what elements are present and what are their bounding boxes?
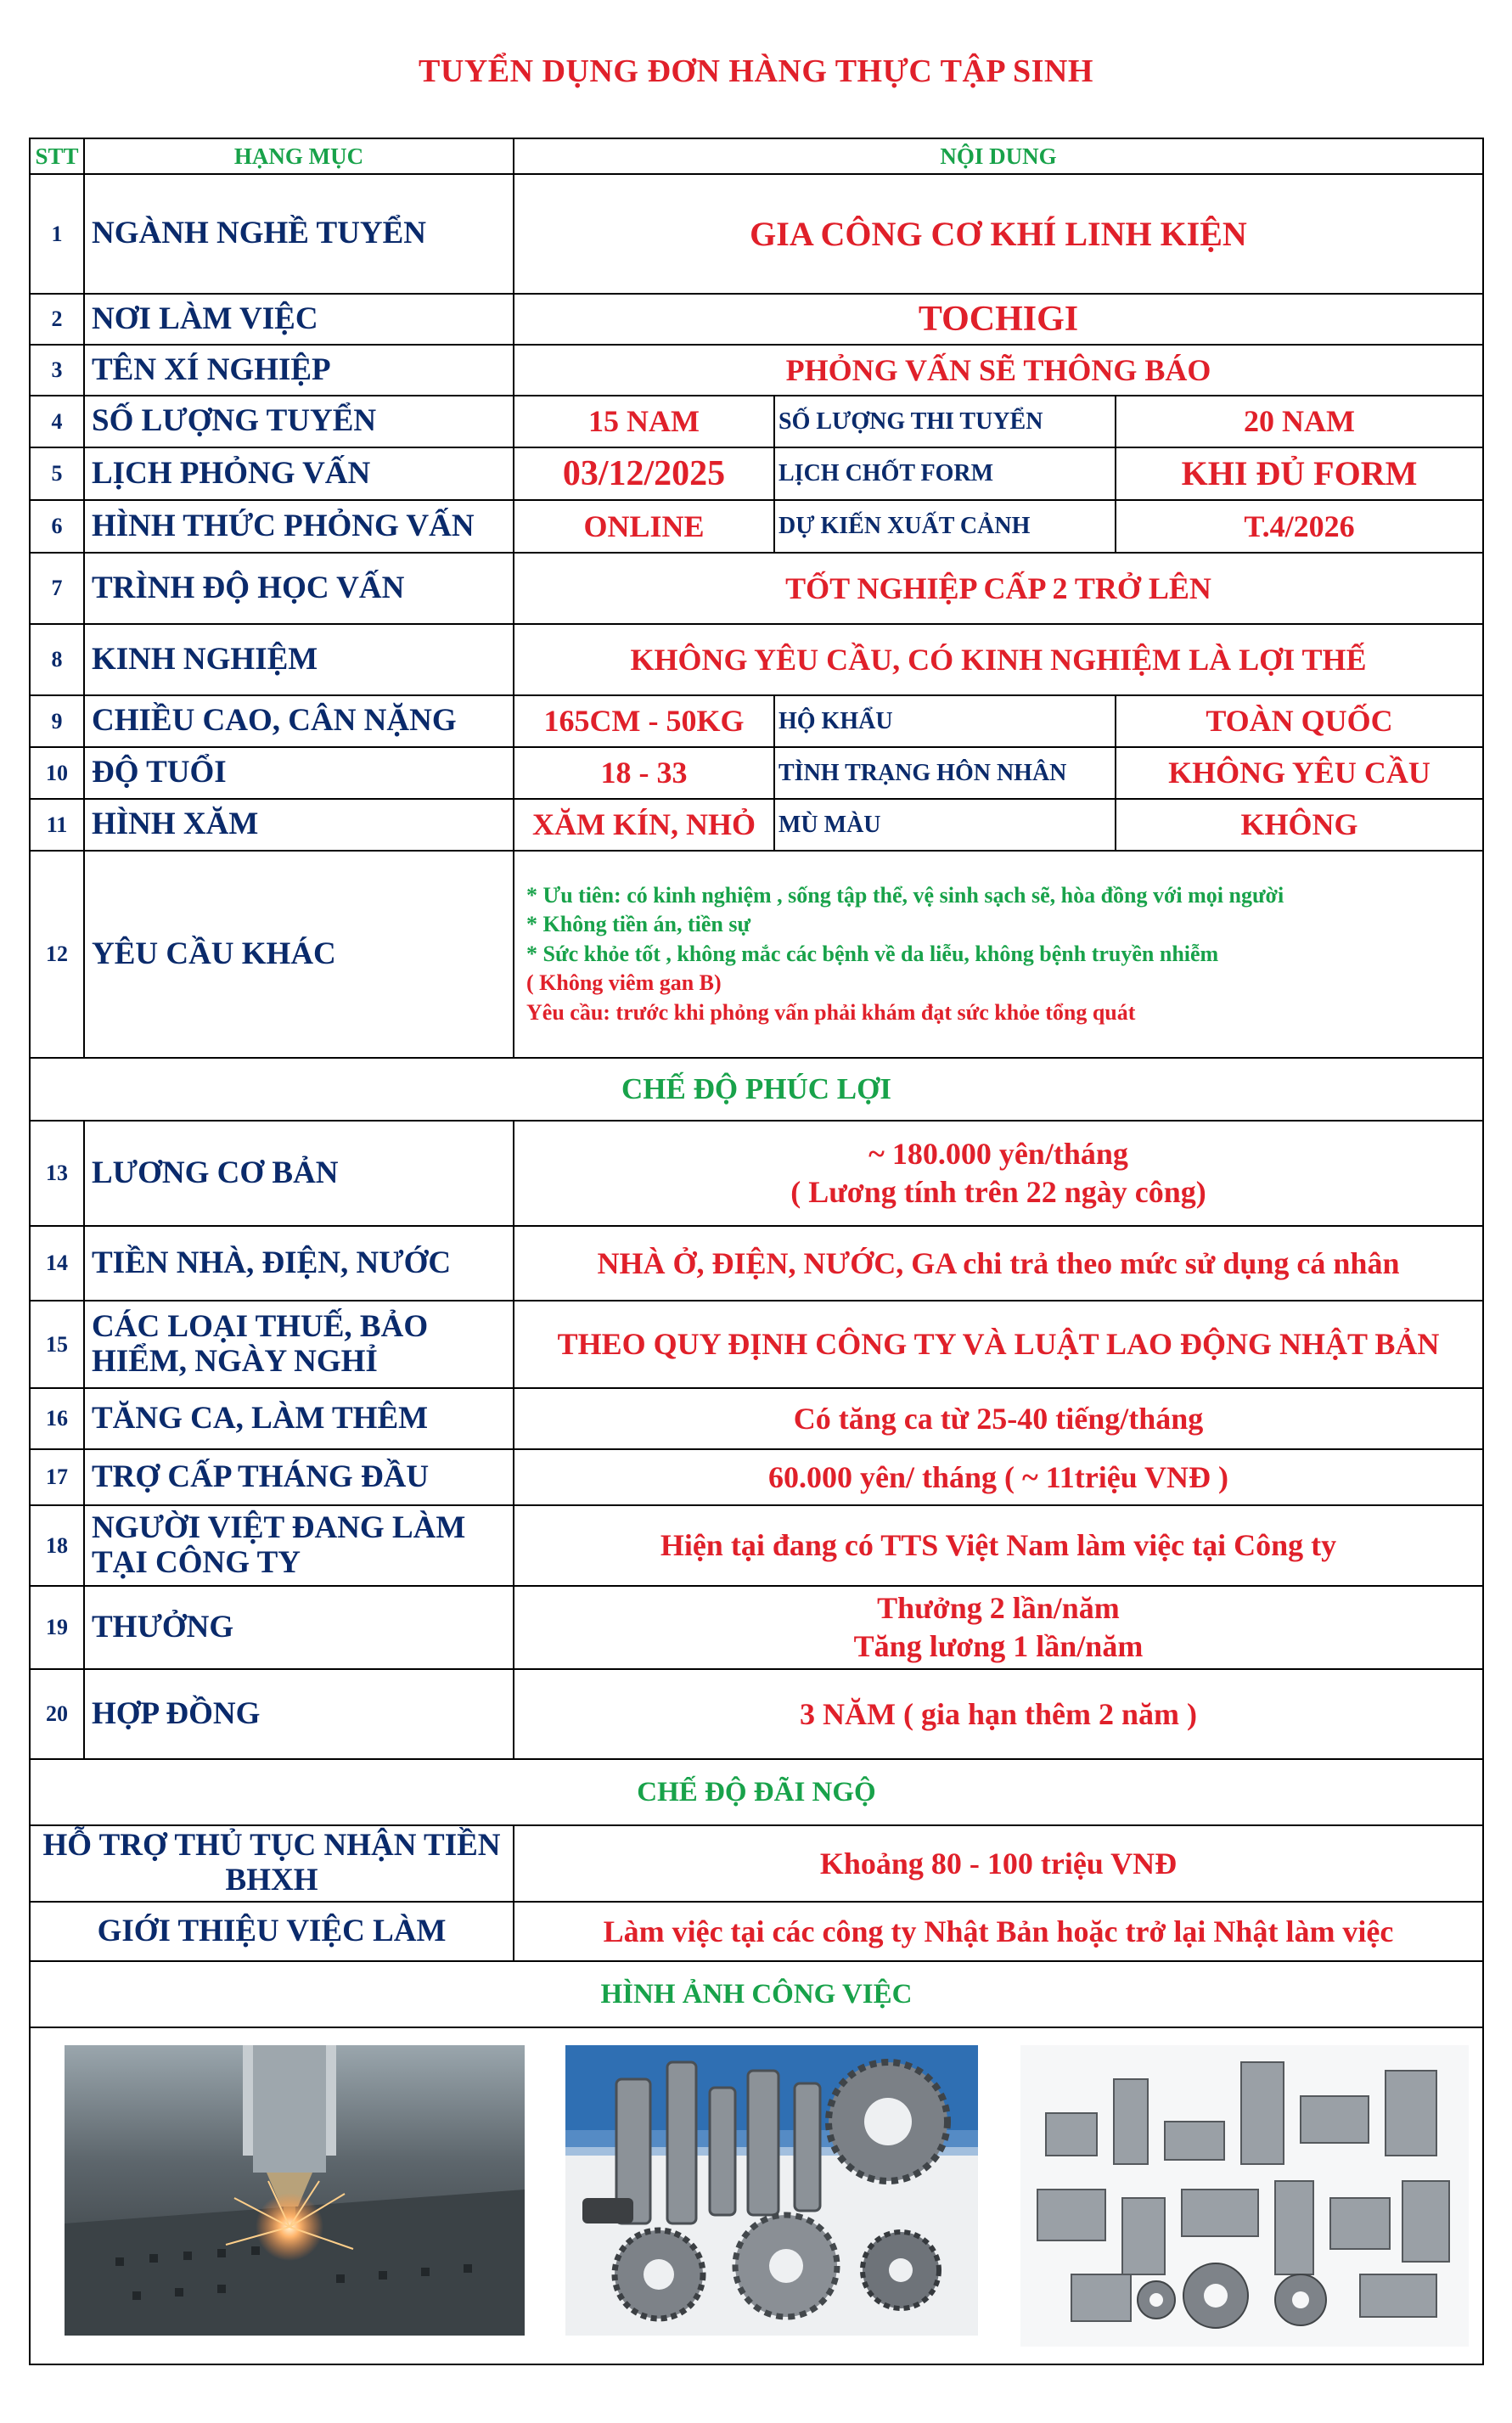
row-number: 13	[30, 1121, 84, 1226]
row-label	[30, 1825, 514, 1902]
row-label: HỢP ĐỒNG	[84, 1669, 514, 1759]
row-number: 20	[30, 1669, 84, 1759]
bonus-line: Thưởng 2 lần/năm	[877, 1591, 1120, 1625]
row-value: Làm việc tại các công ty Nhật Bản hoặc trở lại Nhật làm việc	[514, 1902, 1483, 1961]
photos-cell	[30, 2027, 1483, 2364]
row-value: TỐT NGHIỆP CẤP 2 TRỞ LÊN	[514, 553, 1483, 624]
requirement-line: * Sức khỏe tốt , không mắc các bệnh về da liễu, không bệnh truyền nhiễm	[526, 941, 1219, 966]
gears-parts-photo	[565, 2045, 978, 2336]
section-heading: CHẾ ĐỘ ĐÃI NGỘ	[30, 1759, 1483, 1825]
row-label: HÌNH XĂM	[84, 799, 514, 851]
row-4	[30, 396, 1483, 447]
section-welfare	[30, 1058, 1483, 1121]
row-value: GIA CÔNG CƠ KHÍ LINH KIỆN	[514, 174, 1483, 294]
row-label	[84, 1505, 514, 1586]
row-value: Hiện tại đang có TTS Việt Nam làm việc tại Công ty	[514, 1505, 1483, 1586]
row-13	[30, 1121, 1483, 1226]
row-label-line: TẠI CÔNG TY	[92, 1544, 301, 1580]
section-heading: CHẾ ĐỘ PHÚC LỢI	[30, 1058, 1483, 1121]
row-label-line: CÁC LOẠI THUẾ, BẢO	[92, 1308, 429, 1344]
row-sub-value: KHÔNG YÊU CẦU	[1116, 747, 1483, 799]
row-label-line: HỖ TRỢ THỦ TỤC NHẬN TIỀN	[42, 1828, 501, 1864]
row-label: LỊCH PHỎNG VẤN	[84, 447, 514, 500]
row-17	[30, 1449, 1483, 1505]
row-number: 12	[30, 851, 84, 1058]
row-number: 19	[30, 1586, 84, 1669]
row-8	[30, 624, 1483, 695]
row-label: CHIỀU CAO, CÂN NẶNG	[84, 695, 514, 747]
row-10	[30, 747, 1483, 799]
row-label: LƯƠNG CƠ BẢN	[84, 1121, 514, 1226]
header-category: HẠNG MỤC	[84, 138, 514, 174]
row-number: 5	[30, 447, 84, 500]
row-12	[30, 851, 1483, 1058]
row-value: KHÔNG YÊU CẦU, CÓ KINH NGHIỆM LÀ LỢI THẾ	[514, 624, 1483, 695]
salary-note: ( Lương tính trên 22 ngày công)	[790, 1175, 1206, 1209]
row-label: SỐ LƯỢNG TUYỂN	[84, 396, 514, 447]
row-number: 1	[30, 174, 84, 294]
row-sub-value: 20 NAM	[1116, 396, 1483, 447]
row-value: 18 - 33	[514, 747, 774, 799]
row-number: 8	[30, 624, 84, 695]
other-requirements	[514, 851, 1483, 1058]
row-number: 14	[30, 1226, 84, 1301]
row-sub-value: KHI ĐỦ FORM	[1116, 447, 1483, 500]
row-number: 9	[30, 695, 84, 747]
row-14	[30, 1226, 1483, 1301]
row-value	[514, 1121, 1483, 1226]
row-number: 18	[30, 1505, 84, 1586]
row-label: YÊU CẦU KHÁC	[84, 851, 514, 1058]
row-label: ĐỘ TUỔI	[84, 747, 514, 799]
header-stt: STT	[30, 138, 84, 174]
row-label-line: BHXH	[225, 1863, 318, 1897]
row-11	[30, 799, 1483, 851]
row-16	[30, 1388, 1483, 1449]
row-label: NGÀNH NGHỀ TUYỂN	[84, 174, 514, 294]
row-label: KINH NGHIỆM	[84, 624, 514, 695]
salary-line: ~ 180.000 yên/tháng	[868, 1137, 1128, 1171]
row-number: 16	[30, 1388, 84, 1449]
section-heading: HÌNH ẢNH CÔNG VIỆC	[30, 1961, 1483, 2027]
photos-row	[30, 2027, 1483, 2364]
raise-line: Tăng lương 1 lần/năm	[853, 1629, 1144, 1663]
row-label: THƯỞNG	[84, 1586, 514, 1669]
row-value: NHÀ Ở, ĐIỆN, NƯỚC, GA chi trả theo mức sử dụng cá nhân	[514, 1226, 1483, 1301]
row-7	[30, 553, 1483, 624]
row-value: THEO QUY ĐỊNH CÔNG TY VÀ LUẬT LAO ĐỘNG NHẬT BẢN	[514, 1301, 1483, 1388]
section-benefits	[30, 1759, 1483, 1825]
requirement-line: * Không tiền án, tiền sự	[526, 912, 751, 937]
row-6	[30, 500, 1483, 553]
row-sub-value: KHÔNG	[1116, 799, 1483, 851]
row-number: 17	[30, 1449, 84, 1505]
laser-cutting-photo	[65, 2045, 525, 2336]
row-label: TĂNG CA, LÀM THÊM	[84, 1388, 514, 1449]
page-title: TUYỂN DỤNG ĐƠN HÀNG THỰC TẬP SINH	[419, 53, 1093, 89]
row-label: GIỚI THIỆU VIỆC LÀM	[30, 1902, 514, 1961]
row-20	[30, 1669, 1483, 1759]
row-1	[30, 174, 1483, 294]
row-sub-label: LỊCH CHỐT FORM	[774, 447, 1116, 500]
row-value: Có tăng ca từ 25-40 tiếng/tháng	[514, 1388, 1483, 1449]
row-number: 3	[30, 345, 84, 396]
row-value: XĂM KÍN, NHỎ	[514, 799, 774, 851]
row-value: ONLINE	[514, 500, 774, 553]
row-5	[30, 447, 1483, 500]
row-number: 2	[30, 294, 84, 345]
row-3	[30, 345, 1483, 396]
row-number: 10	[30, 747, 84, 799]
requirement-line: * Ưu tiên: có kinh nghiệm , sống tập thể, vệ sinh sạch sẽ, hòa đồng với mọi người	[526, 882, 1284, 908]
row-value	[514, 1586, 1483, 1669]
row-value: 60.000 yên/ tháng ( ~ 11triệu VNĐ )	[514, 1449, 1483, 1505]
row-sub-label: SỐ LƯỢNG THI TUYỂN	[774, 396, 1116, 447]
row-label: TÊN XÍ NGHIỆP	[84, 345, 514, 396]
row-label: HÌNH THỨC PHỎNG VẤN	[84, 500, 514, 553]
row-value: TOCHIGI	[514, 294, 1483, 345]
row-sub-label: HỘ KHẨU	[774, 695, 1116, 747]
row-sub-label: MÙ MÀU	[774, 799, 1116, 851]
row-label-line: NGƯỜI VIỆT ĐANG LÀM	[92, 1509, 466, 1545]
row-value: Khoảng 80 - 100 triệu VNĐ	[514, 1825, 1483, 1902]
recruitment-table	[29, 138, 1484, 2365]
row-label: NƠI LÀM VIỆC	[84, 294, 514, 345]
row-value: PHỎNG VẤN SẼ THÔNG BÁO	[514, 345, 1483, 396]
requirement-line: ( Không viêm gan B)	[526, 970, 722, 996]
row-value: 15 NAM	[514, 396, 774, 447]
row-value: 3 NĂM ( gia hạn thêm 2 năm )	[514, 1669, 1483, 1759]
row-number: 7	[30, 553, 84, 624]
row-9	[30, 695, 1483, 747]
row-number: 11	[30, 799, 84, 851]
row-value: 03/12/2025	[514, 447, 774, 500]
row-19	[30, 1586, 1483, 1669]
section-photos	[30, 1961, 1483, 2027]
row-sub-value: T.4/2026	[1116, 500, 1483, 553]
precision-parts-photo	[1020, 2045, 1469, 2347]
row-value: 165CM - 50KG	[514, 695, 774, 747]
row-number: 4	[30, 396, 84, 447]
header-content: NỘI DUNG	[514, 138, 1483, 174]
row-bhxh	[30, 1825, 1483, 1902]
row-label	[84, 1301, 514, 1388]
row-job-intro	[30, 1902, 1483, 1961]
row-2	[30, 294, 1483, 345]
row-18	[30, 1505, 1483, 1586]
row-label: TRỢ CẤP THÁNG ĐẦU	[84, 1449, 514, 1505]
row-number: 6	[30, 500, 84, 553]
row-label-line: HIỂM, NGÀY NGHỈ	[92, 1343, 378, 1379]
row-sub-label: DỰ KIẾN XUẤT CẢNH	[774, 500, 1116, 553]
requirement-line: Yêu cầu: trước khi phỏng vấn phải khám đạt sức khỏe tổng quát	[526, 999, 1136, 1025]
row-sub-value: TOÀN QUỐC	[1116, 695, 1483, 747]
row-label: TRÌNH ĐỘ HỌC VẤN	[84, 553, 514, 624]
row-label: TIỀN NHÀ, ĐIỆN, NƯỚC	[84, 1226, 514, 1301]
header-row	[30, 138, 1483, 174]
row-15	[30, 1301, 1483, 1388]
row-number: 15	[30, 1301, 84, 1388]
row-sub-label: TÌNH TRẠNG HÔN NHÂN	[774, 747, 1116, 799]
